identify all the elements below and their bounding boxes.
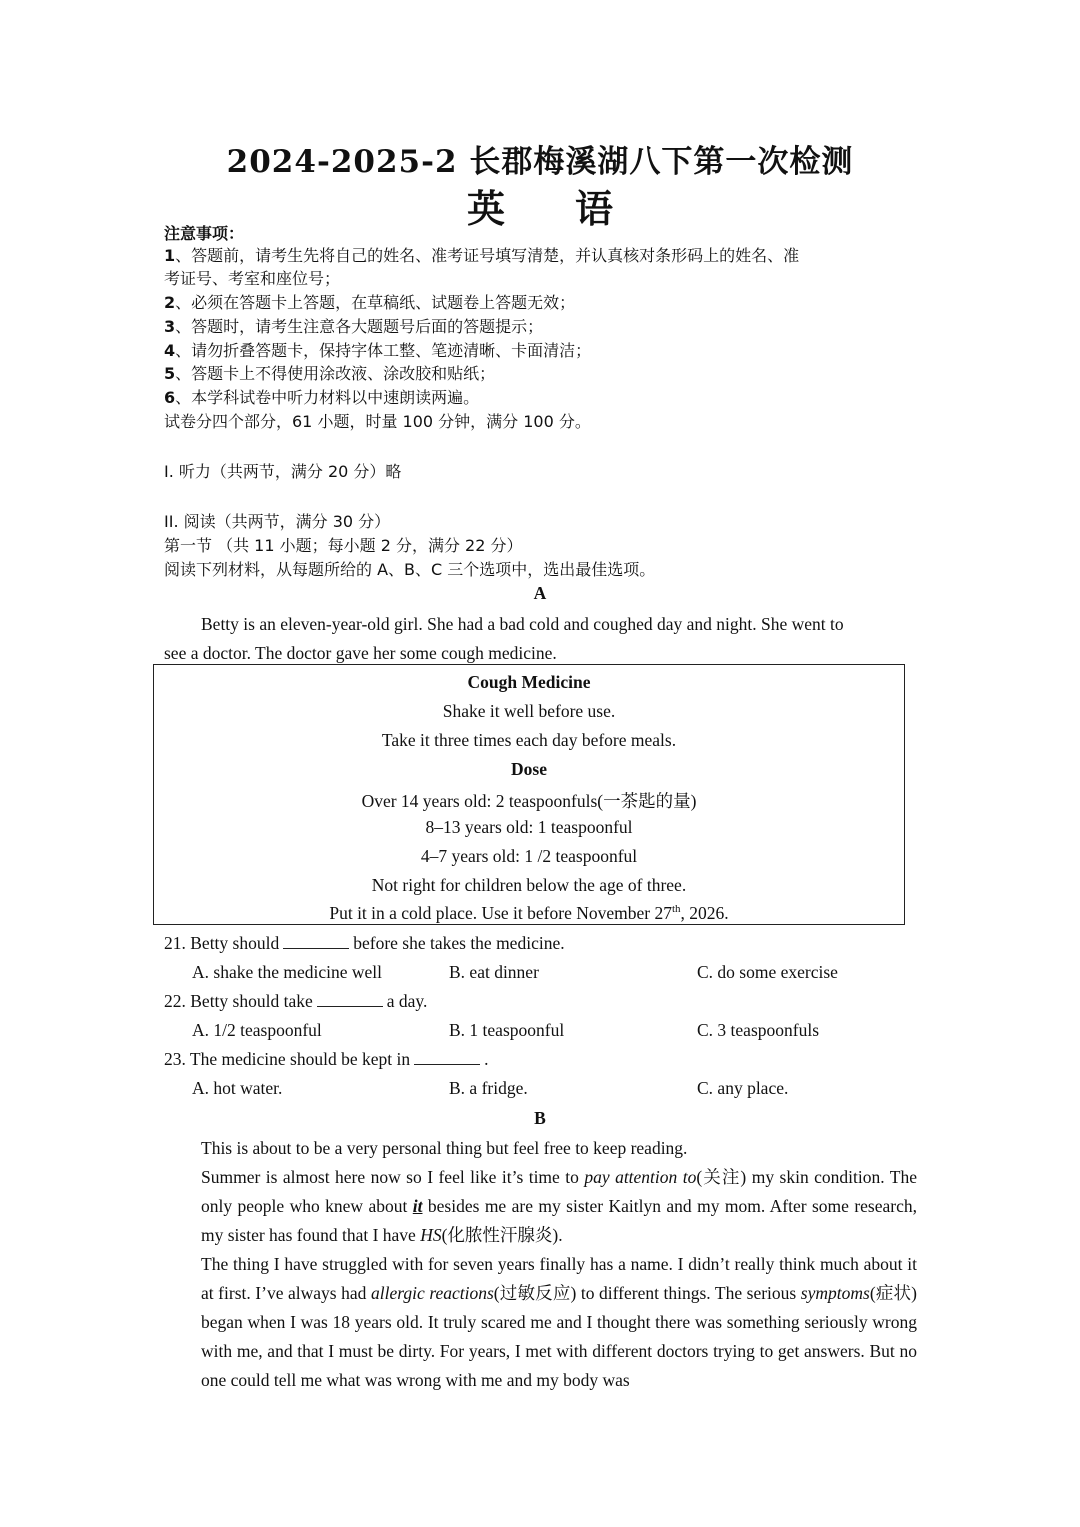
question-23: 23. The medicine should be kept in . (164, 1049, 489, 1069)
q21-option-b: B. eat dinner (449, 962, 539, 982)
notice-item-3: 3、答题时，请考生注意各大题题号后面的答题提示； (164, 317, 544, 336)
notice-heading: 注意事项： (164, 224, 245, 243)
answer-blank (317, 992, 383, 1007)
notice-item-6: 6、本学科试卷中听力材料以中速朗读两遍。 (164, 388, 480, 407)
medicine-line-2: Take it three times each day before meals. (381, 730, 677, 750)
medicine-note: Not right for children below the age of three. (371, 875, 687, 895)
medicine-line-1: Shake it well before use. (442, 701, 616, 721)
notice-item-1: 1、答题前，请考生先将自己的姓名、准考证号填写清楚，并认真核对条形码上的姓名、准 (164, 246, 800, 265)
notice-item-1-cont: 考证号、考室和座位号； (164, 269, 341, 288)
medicine-label-box (153, 664, 905, 925)
q22-option-c: C. 3 teaspoonfuls (697, 1020, 820, 1040)
dose-line-2: 8–13 years old: 1 teaspoonful (425, 817, 633, 837)
q23-option-b: B. a fridge. (449, 1078, 528, 1098)
passage-b-letter: B (534, 1108, 546, 1128)
dose-title: Dose (511, 759, 547, 779)
section-listening: I. 听力（共两节，满分 20 分）略 (164, 462, 402, 481)
passage-b-paragraph-3: The thing I have struggled with for seven years finally has a name. I didn’t really think much about it at first. I’ve always had allergic reactions(过敏反应) to different things. The serious symptoms(症状) began when I was 18 years old. It truly scared me and I thought there was something seriously wrong with me, and that I must be dirty. For years, I met with different doctors trying to get answers. But no one could tell me what was wrong with me and my body was (201, 1254, 918, 1390)
medicine-title: Cough Medicine (467, 672, 591, 692)
q22-option-b: B. 1 teaspoonful (449, 1020, 565, 1040)
notice-item-2: 2、必须在答题卡上答题，在草稿纸、试题卷上答题无效； (164, 293, 576, 312)
section-instruction: 阅读下列材料，从每题所给的 A、B、C 三个选项中，选出最佳选项。 (164, 560, 656, 579)
answer-blank (414, 1050, 480, 1065)
answer-blank (283, 934, 349, 949)
exam-title: 2024-2025-2 长郡梅溪湖八下第一次检测 (226, 144, 854, 180)
question-21: 21. Betty should before she takes the medicine. (164, 933, 565, 953)
passage-b-paragraph-1: This is about to be a very personal thing but feel free to keep reading. (201, 1138, 688, 1158)
passage-a-letter: A (533, 583, 547, 603)
notice-summary: 试卷分四个部分，61 小题，时量 100 分钟，满分 100 分。 (164, 412, 591, 431)
notice-item-4: 4、请勿折叠答题卡，保持字体工整、笔迹清晰、卡面清洁； (164, 341, 592, 360)
passage-b-paragraph-2: Summer is almost here now so I feel like it’s time to pay attention to(关注) my skin condition. The only people who knew about it besides me are my sister Kaitlyn and my mom. After some research, my sister has found that I have HS(化脓性汗腺炎). (201, 1167, 918, 1245)
section-reading: II. 阅读（共两节，满分 30 分） (164, 512, 391, 531)
dose-line-1: Over 14 years old: 2 teaspoonfuls(一茶匙的量) (361, 791, 697, 811)
q23-option-c: C. any place. (697, 1078, 789, 1098)
passage-a-intro: Betty is an eleven-year-old girl. She had a bad cold and coughed day and night. She went to see a doctor. The doctor gave her some cough medicine. (164, 614, 844, 663)
section-part1: 第一节 （共 11 小题；每小题 2 分，满分 22 分） (164, 536, 523, 555)
dose-line-3: 4–7 years old: 1 /2 teaspoonful (420, 846, 638, 866)
medicine-storage: Put it in a cold place. Use it before November 27th, 2026. (329, 903, 729, 923)
question-22: 22. Betty should take a day. (164, 991, 428, 1011)
q21-option-c: C. do some exercise (697, 962, 838, 982)
notice-item-5: 5、答题卡上不得使用涂改液、涂改胶和贴纸； (164, 364, 496, 383)
subject-title: 英语 (466, 187, 683, 231)
q21-option-a: A. shake the medicine well (192, 962, 383, 982)
q23-option-a: A. hot water. (192, 1078, 283, 1098)
q22-option-a: A. 1/2 teaspoonful (192, 1020, 322, 1040)
